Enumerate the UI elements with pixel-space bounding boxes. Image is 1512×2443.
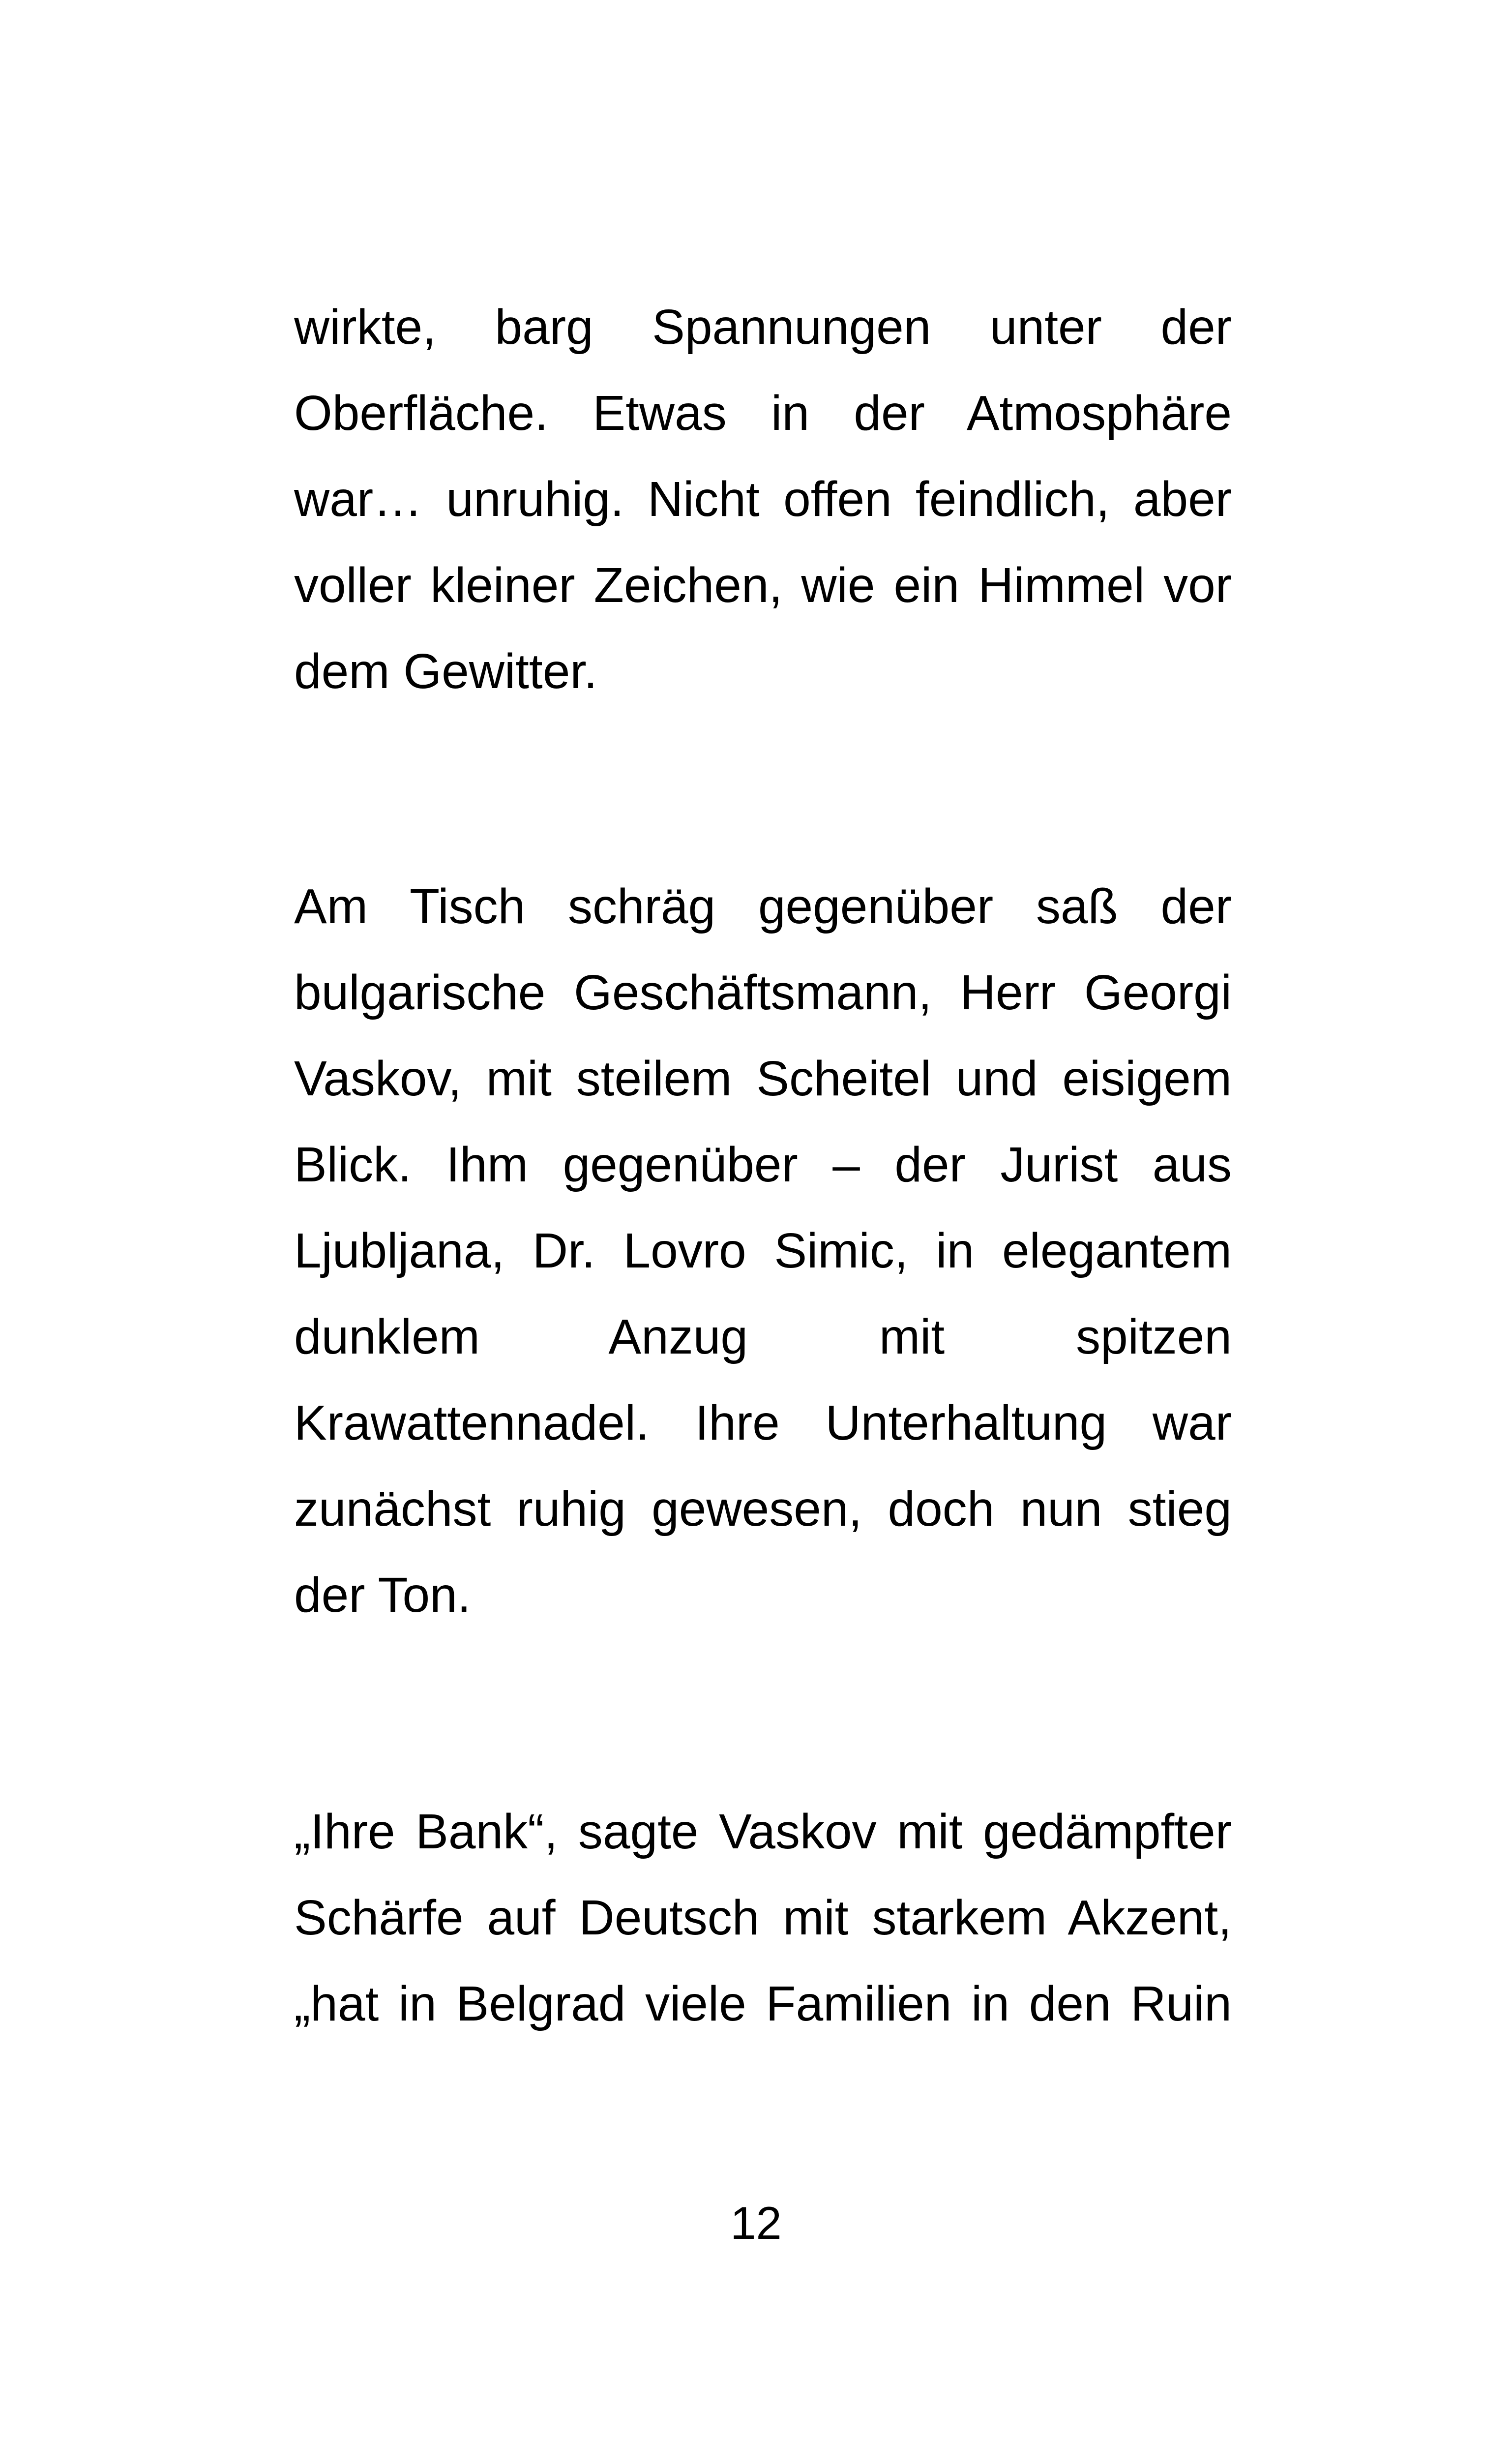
text-line: Am Tisch schräg gegenüber saß der <box>294 879 1232 934</box>
text-line: Blick. Ihm gegenüber – der Jurist aus <box>294 1137 1232 1192</box>
page-number: 12 <box>730 2197 782 2249</box>
text-line: Ljubljana, Dr. Lovro Simic, in elegantem <box>294 1223 1232 1278</box>
text-line: „hat in Belgrad viele Familien in den Ruin <box>294 1976 1232 2031</box>
text-line: Schärfe auf Deutsch mit starkem Akzent, <box>294 1890 1232 1945</box>
paragraph-2 <box>294 864 1232 1638</box>
text-line: zunächst ruhig gewesen, doch nun stieg <box>294 1481 1232 1537</box>
text-line: voller kleiner Zeichen, wie ein Himmel vor <box>294 558 1232 613</box>
paragraph-1 <box>294 284 1232 715</box>
text-line: „Ihre Bank“, sagte Vaskov mit gedämpfter <box>294 1804 1232 1859</box>
text-line: Krawattennadel. Ihre Unterhaltung war <box>294 1395 1232 1450</box>
text-line: war… unruhig. Nicht offen feindlich, aber <box>294 472 1232 527</box>
text-line: wirkte, barg Spannungen unter der <box>294 300 1232 355</box>
paragraph-3 <box>294 1789 1232 2047</box>
text-line: dem Gewitter. <box>294 644 597 699</box>
text-line: dunklem Anzug mit spitzen <box>294 1309 1232 1364</box>
text-line: Vaskov, mit steilem Scheitel und eisigem <box>294 1051 1232 1106</box>
text-line: bulgarische Geschäftsmann, Herr Georgi <box>294 965 1232 1020</box>
text-line: Oberfläche. Etwas in der Atmosphäre <box>294 386 1232 441</box>
text-line: der Ton. <box>294 1568 471 1623</box>
